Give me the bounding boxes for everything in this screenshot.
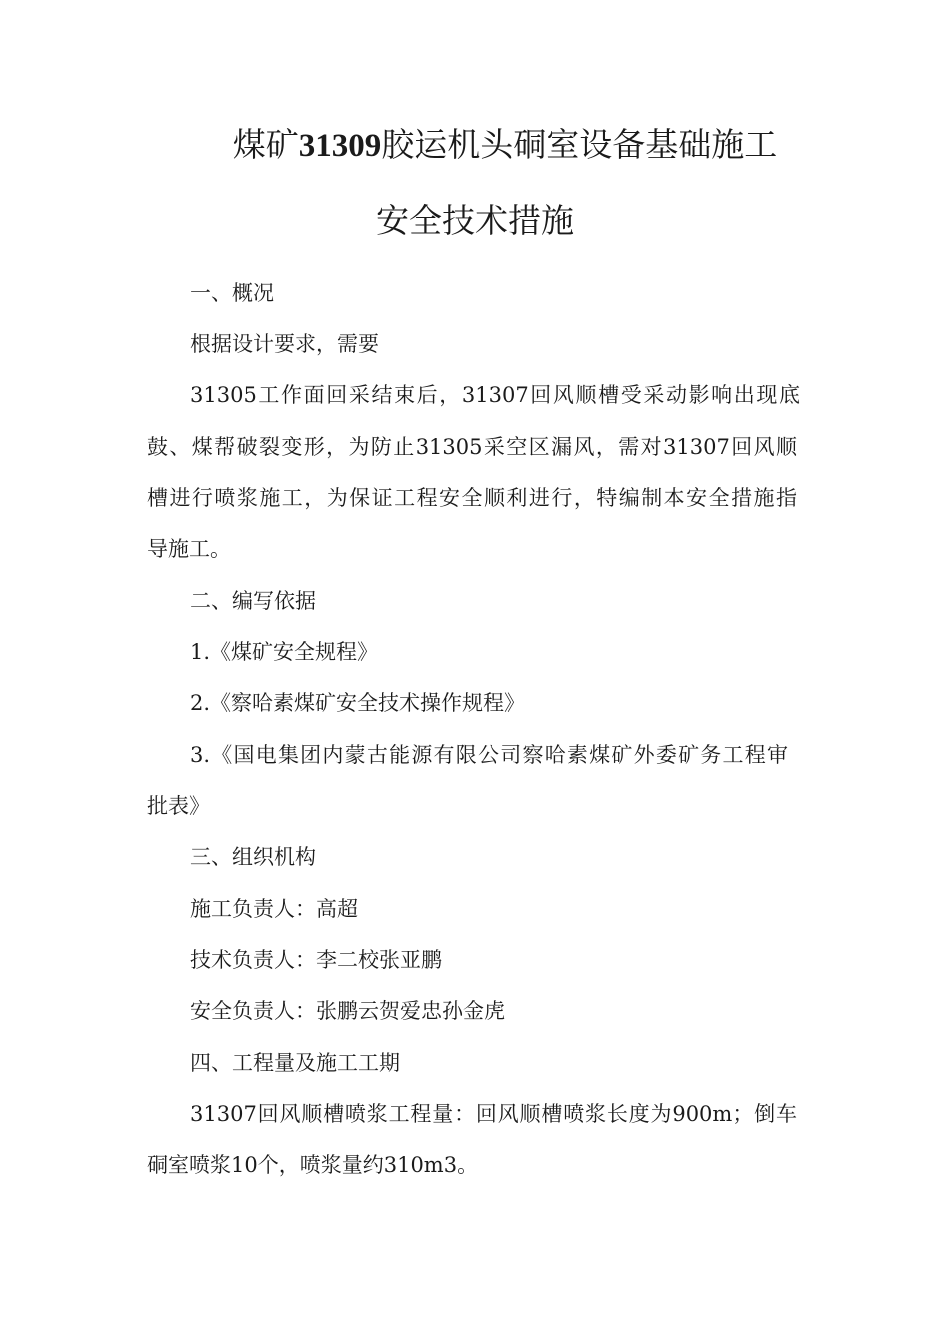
document-title-line-2: 安全技术措施 bbox=[376, 201, 574, 240]
person-in-charge-technical: 技术负责人：李二校张亚鹏 bbox=[190, 948, 442, 972]
list-item-continuation: 批表》 bbox=[147, 794, 210, 818]
section-heading-overview: 一、概况 bbox=[190, 281, 274, 305]
list-item: 2.《察哈素煤矿安全技术操作规程》 bbox=[190, 691, 526, 715]
section-heading-organization: 三、组织机构 bbox=[190, 845, 316, 869]
person-in-charge-safety: 安全负责人：张鹏云贺爱忠孙金虎 bbox=[190, 999, 505, 1023]
paragraph-line: 31307回风顺槽喷浆工程量：回风顺槽喷浆长度为900m；倒车 bbox=[190, 1102, 797, 1126]
paragraph-line: 根据设计要求，需要 bbox=[190, 332, 379, 356]
paragraph-line: 31305工作面回采结束后，31307回风顺槽受采动影响出现底 bbox=[190, 383, 800, 407]
title-suffix: 胶运机头硐室设备基础施工 bbox=[381, 125, 778, 164]
document-title-line-1 bbox=[0, 125, 950, 166]
title-prefix: 煤矿 bbox=[232, 125, 299, 164]
section-heading-workload: 四、工程量及施工工期 bbox=[190, 1051, 400, 1075]
title-number: 31309 bbox=[298, 128, 382, 164]
paragraph-line: 导施工。 bbox=[147, 537, 231, 561]
paragraph-line: 鼓、煤帮破裂变形，为防止31305采空区漏风，需对31307回风顺 bbox=[147, 435, 797, 459]
paragraph-line: 槽进行喷浆施工，为保证工程安全顺利进行，特编制本安全措施指 bbox=[147, 486, 797, 510]
section-heading-basis: 二、编写依据 bbox=[190, 589, 316, 613]
list-item: 3.《国电集团内蒙古能源有限公司察哈素煤矿外委矿务工程审 bbox=[190, 743, 788, 767]
paragraph-line: 硐室喷浆10个，喷浆量约310m3。 bbox=[147, 1153, 479, 1177]
person-in-charge-construction: 施工负责人：高超 bbox=[190, 897, 358, 921]
list-item: 1.《煤矿安全规程》 bbox=[190, 640, 379, 664]
